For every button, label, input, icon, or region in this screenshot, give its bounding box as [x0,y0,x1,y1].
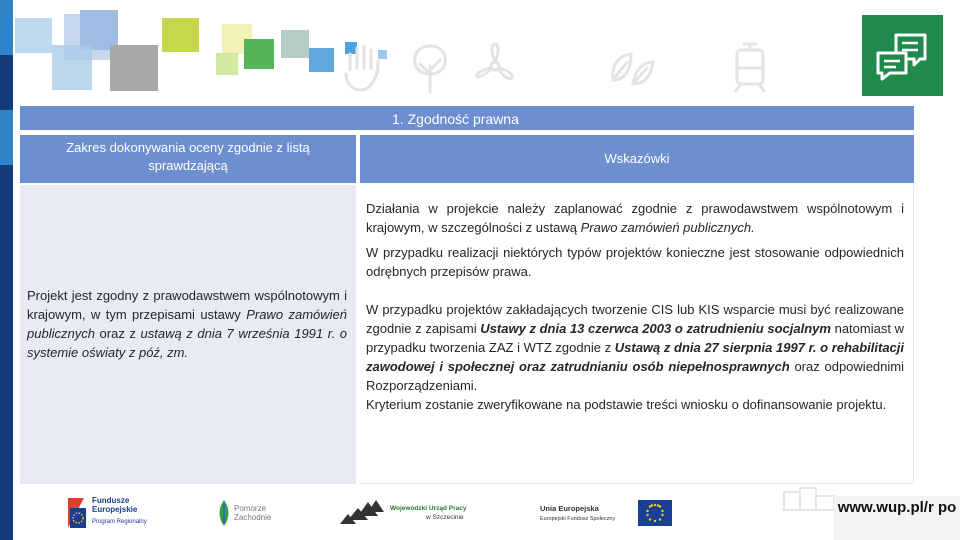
guideline-text-bold-italic: Ustawy z dnia 13 czerwca 2003 o zatrudnieniu socjalnym [480,321,831,336]
column-header-scope: Zakres dokonywania oceny zgodnie z listą sprawdzającą [20,135,356,183]
logo-wup-szczecin [338,492,478,532]
guidelines-cell [360,185,914,484]
table-title: 1. Zgodność prawna [392,111,519,127]
eu-funds-star-icon [66,494,88,530]
guideline-text: W przypadku projektów zakładających tworzenie CIS lub KIS wsparcie musi być realizowane zgodnie z zapisami [366,302,904,336]
logo3-line2: w Szczecinie [426,514,464,521]
logo2-line2: Zachodnie [234,513,272,522]
left-color-stripe [0,0,13,540]
scope-cell-text [27,286,347,362]
guideline-text: Kryterium zostanie zweryfikowane na podstawie treści wniosku o dofinansowanie projektu. [366,397,887,412]
logo4-line1: Unia Europejska [540,504,599,513]
logo2-line1: Pomorze [234,504,267,513]
logo3-line1: Wojewódzki Urząd Pracy [390,505,467,512]
compliance-table [20,106,914,484]
hand-icon [338,40,388,95]
guideline-text-italic: Prawo zamówień publicznych. [580,220,755,235]
guideline-text-bold-italic: Ustawą z dnia 27 sierpnia 1997 r. o rehabilitacji zawodowej i społecznej oraz zatrudnianiu osób niepełnosprawnych [366,340,905,374]
scope-cell [20,185,356,484]
guideline-text: Działania w projekcie należy zaplanować zgodnie z prawodawstwem wspólnotowym i krajowym, w szczególności z ustawą [366,201,904,235]
guideline-paragraph-2: W przypadku realizacji niektórych typów projektów konieczne jest stosowanie odpowiednich odrębnych przepisów prawa. [366,245,904,279]
logo-fundusze-europejskie [66,492,156,532]
logo-pomorze-zachodnie [216,492,286,532]
tree-icon [405,40,455,95]
pomorze-leaf-icon [216,498,232,528]
scope-text-part: oraz z [94,326,141,341]
logo4-line2: Europejski Fundusz Społeczny [540,516,616,522]
table-title-bar [20,106,914,132]
scope-text-italic: Prawo zamówień publicznych [27,307,347,341]
guideline-text: oraz odpowiednimi Rozporządzeniami. [366,359,904,393]
logo-unia-europejska [540,492,675,532]
logo1-line1: Fundusze [92,496,130,505]
website-url[interactable]: www.wup.pl/r po [834,496,960,540]
building-icon [780,482,840,512]
wup-steps-icon [338,494,386,530]
scope-text-part: Projekt jest zgodny z prawodawstwem wspólnotowym i krajowym, w tym przepisami ustawy [27,288,347,322]
wind-turbine-icon [470,40,520,95]
guideline-paragraph-1 [366,199,904,237]
column-header-guidelines: Wskazówki [360,135,914,183]
logo1-line2: Europejskie [92,505,138,514]
guideline-paragraph-3 [366,300,904,414]
scope-text-italic: ustawą z dnia 7 września 1991 r. o systemie oświaty z póź, zm. [27,326,348,360]
speech-bubbles-icon [862,15,943,96]
eu-flag-icon [638,500,672,526]
guideline-text: natomiast w przypadku tworzenia ZAZ i WTZ zgodnie z [366,321,904,355]
train-icon [725,40,775,95]
logo1-line3: Program Regionalny [92,519,147,525]
leaves-icon [605,40,655,95]
